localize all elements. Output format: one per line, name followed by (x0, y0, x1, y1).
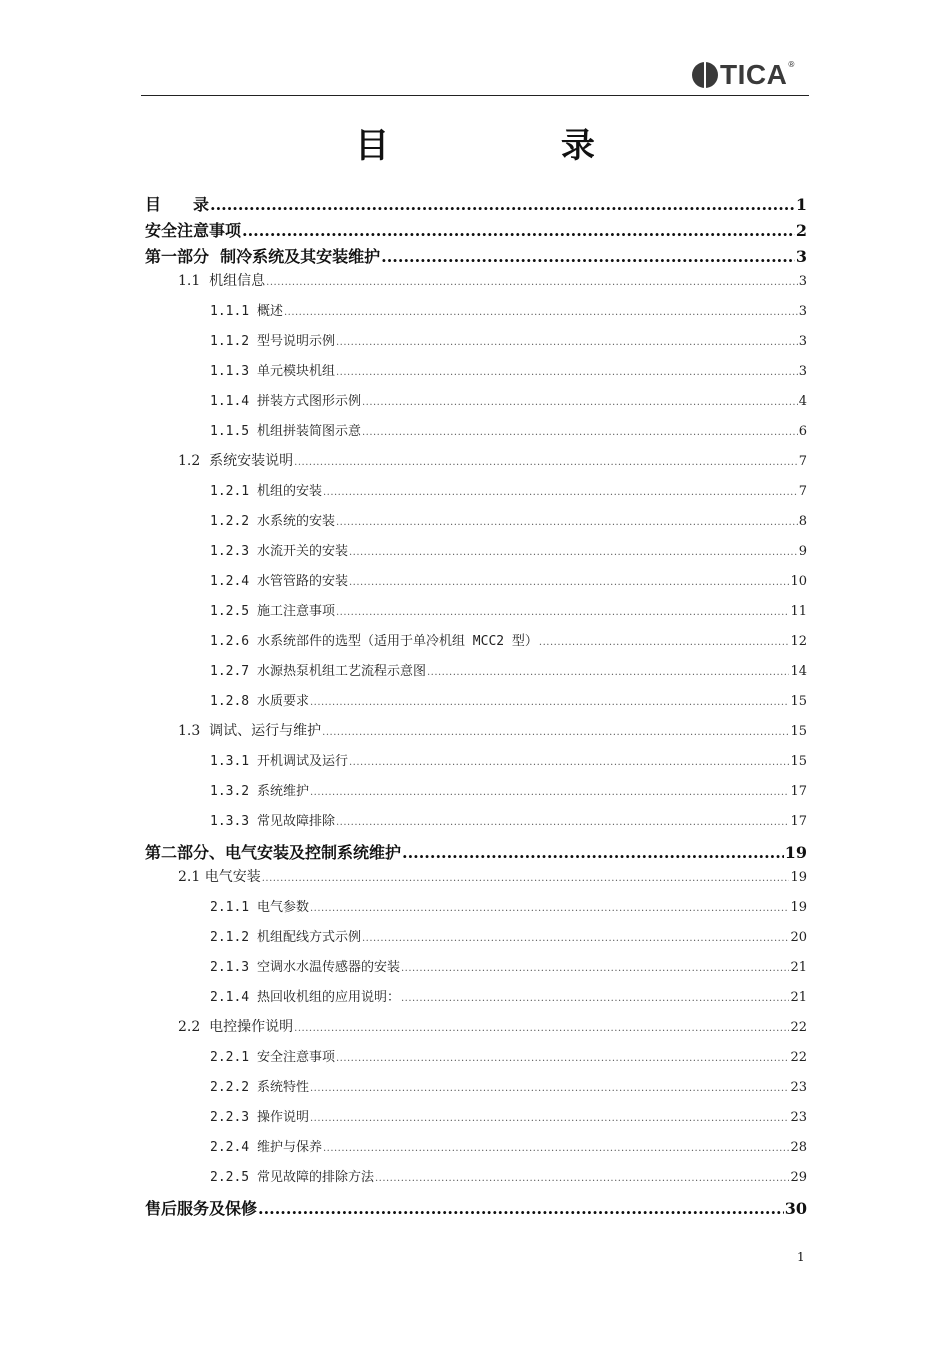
toc-entry-title: 售后服务及保修 (145, 1199, 258, 1218)
toc-entry-page: 23 (790, 1110, 807, 1125)
toc-entry-title: 1.1.2 型号说明示例 (210, 334, 335, 349)
toc-leader-dots (258, 1199, 784, 1218)
toc-entry-page: 11 (790, 604, 807, 619)
toc-entry-title: 1.3.3 常见故障排除 (210, 814, 335, 829)
toc-entry-page: 17 (790, 784, 807, 799)
toc-entry[interactable] (145, 866, 807, 896)
toc-entry[interactable] (145, 780, 807, 810)
toc-entry-page: 19 (790, 870, 807, 885)
toc-entry[interactable] (145, 1166, 807, 1196)
toc-leader-dots (310, 697, 789, 708)
toc-entry[interactable] (145, 750, 807, 780)
toc-entry-title: 1.2.8 水质要求 (210, 694, 309, 709)
toc-leader-dots (310, 1113, 789, 1124)
toc-leader-dots (310, 787, 789, 798)
toc-entry-page: 3 (798, 304, 807, 319)
toc-entry-title: 1.2.4 水管管路的安装 (210, 574, 348, 589)
toc-entry-page: 4 (798, 394, 807, 409)
toc-leader-dots (310, 1083, 789, 1094)
logo-text: TICA (720, 59, 788, 90)
toc-entry-title: 1.2.5 施工注意事项 (210, 604, 335, 619)
toc-leader-dots (349, 577, 789, 588)
toc-entry-page: 7 (798, 454, 807, 469)
toc-entry[interactable] (145, 1106, 807, 1136)
toc-entry[interactable] (145, 244, 807, 270)
toc-leader-dots (336, 337, 798, 348)
toc-entry-page: 1 (795, 195, 807, 214)
toc-leader-dots (336, 517, 798, 528)
toc-leader-dots (262, 873, 790, 884)
toc-entry-page: 29 (790, 1170, 807, 1185)
toc-entry-page: 3 (798, 274, 807, 289)
toc-entry-page: 21 (790, 990, 807, 1005)
toc-leader-dots (336, 817, 789, 828)
toc-entry[interactable] (145, 690, 807, 720)
toc-entry-title: 1.1.5 机组拼装简图示意 (210, 424, 361, 439)
page-number: 1 (797, 1250, 805, 1264)
toc-entry-title: 目 录 (145, 195, 210, 214)
toc-entry[interactable] (145, 1016, 807, 1046)
toc-entry[interactable] (145, 1076, 807, 1106)
toc-entry[interactable] (145, 630, 807, 660)
toc-entry-page: 14 (790, 664, 807, 679)
toc-entry[interactable] (145, 1046, 807, 1076)
toc-leader-dots (427, 667, 789, 678)
toc-entry[interactable] (145, 510, 807, 540)
toc-entry-page: 21 (790, 960, 807, 975)
toc-leader-dots (401, 963, 789, 974)
toc-entry-page: 19 (784, 843, 807, 862)
toc-entry[interactable] (145, 480, 807, 510)
toc-entry[interactable] (145, 926, 807, 956)
toc-leader-dots (336, 1053, 789, 1064)
toc-leader-dots (323, 1143, 789, 1154)
toc-entry-page: 23 (790, 1080, 807, 1095)
toc-entry[interactable] (145, 330, 807, 360)
toc-entry[interactable] (145, 570, 807, 600)
toc-entry-title: 1.1.3 单元模块机组 (210, 364, 335, 379)
toc-leader-dots (362, 933, 789, 944)
toc-entry[interactable] (145, 450, 807, 480)
toc-entry-page: 3 (798, 334, 807, 349)
toc-entry-title: 第一部分 制冷系统及其安装维护 (145, 247, 381, 266)
toc-entry[interactable] (145, 1196, 807, 1222)
toc-entry-title: 第二部分、电气安装及控制系统维护 (145, 843, 402, 862)
toc-entry[interactable] (145, 192, 807, 218)
toc-entry-title: 2.1.2 机组配线方式示例 (210, 930, 361, 945)
toc-entry[interactable] (145, 540, 807, 570)
toc-entry[interactable] (145, 600, 807, 630)
toc-entry-title: 2.2.4 维护与保养 (210, 1140, 322, 1155)
toc-entry-page: 3 (795, 247, 807, 266)
toc-leader-dots (362, 397, 798, 408)
toc-entry-title: 1.2.1 机组的安装 (210, 484, 322, 499)
toc-leader-dots (375, 1173, 789, 1184)
toc-entry-title: 1.3 调试、运行与维护 (178, 723, 322, 739)
toc-leader-dots (323, 487, 798, 498)
toc-entry-page: 7 (798, 484, 807, 499)
toc-leader-dots (294, 457, 798, 468)
toc-entry[interactable] (145, 956, 807, 986)
toc-entry-title: 安全注意事项 (145, 221, 242, 240)
toc-entry-title: 1.2.2 水系统的安装 (210, 514, 335, 529)
toc-entry-title: 2.2.3 操作说明 (210, 1110, 309, 1125)
toc-entry-page: 19 (790, 900, 807, 915)
toc-leader-dots (284, 307, 798, 318)
toc-entry[interactable] (145, 390, 807, 420)
toc-entry-title: 2.2.2 系统特性 (210, 1080, 309, 1095)
toc-entry-title: 1.3.2 系统维护 (210, 784, 309, 799)
toc-entry-title: 1.1 机组信息 (178, 273, 266, 289)
toc-entry[interactable] (145, 270, 807, 300)
toc-leader-dots (210, 195, 795, 214)
toc-entry-page: 10 (790, 574, 807, 589)
toc-entry-title: 1.2 系统安装说明 (178, 453, 294, 469)
toc-entry-page: 15 (790, 694, 807, 709)
toc-leader-dots (322, 727, 789, 738)
toc-entry-title: 1.2.6 水系统部件的选型（适用于单冷机组 MCC2 型） (210, 634, 538, 649)
toc-leader-dots (539, 637, 790, 648)
toc-entry-title: 2.2 电控操作说明 (178, 1019, 294, 1035)
toc-entry-title: 2.1.3 空调水水温传感器的安装 (210, 960, 400, 975)
toc-entry-title: 1.2.7 水源热泵机组工艺流程示意图 (210, 664, 426, 679)
toc-entry-page: 22 (790, 1050, 807, 1065)
toc-leader-dots (349, 757, 789, 768)
toc-entry-page: 3 (798, 364, 807, 379)
registered-mark: ® (787, 60, 796, 69)
toc-entry-title: 2.1.1 电气参数 (210, 900, 309, 915)
toc-entry-page: 20 (790, 930, 807, 945)
toc-entry-title: 2.2.1 安全注意事项 (210, 1050, 335, 1065)
toc-entry-page: 15 (790, 754, 807, 769)
toc-entry[interactable] (145, 986, 807, 1016)
logo-globe-icon (692, 62, 718, 88)
toc-entry[interactable] (145, 218, 807, 244)
toc-leader-dots (266, 277, 798, 288)
toc-entry[interactable] (145, 300, 807, 330)
toc-leader-dots (310, 903, 789, 914)
toc-entry[interactable] (145, 896, 807, 926)
tica-logo (692, 58, 795, 92)
toc-entry-page: 30 (784, 1199, 807, 1218)
toc-entry-title: 1.2.3 水流开关的安装 (210, 544, 348, 559)
toc-entry-page: 2 (795, 221, 807, 240)
toc-leader-dots (349, 547, 798, 558)
toc-entry-page: 22 (790, 1020, 807, 1035)
toc-entry[interactable] (145, 720, 807, 750)
toc-entry-title: 2.1 电气安装 (178, 869, 261, 885)
toc-leader-dots (402, 843, 784, 862)
toc-entry-page: 28 (790, 1140, 807, 1155)
toc-entry[interactable] (145, 360, 807, 390)
toc-entry-title: 1.1.1 概述 (210, 304, 283, 319)
toc-entry-page: 15 (790, 724, 807, 739)
toc-entry-title: 2.1.4 热回收机组的应用说明： (210, 990, 400, 1005)
toc-entry[interactable] (145, 810, 807, 840)
header-rule (141, 95, 809, 96)
toc-entry-page: 8 (798, 514, 807, 529)
toc-entry-page: 12 (790, 634, 807, 649)
table-of-contents (145, 192, 807, 1222)
toc-entry-page: 6 (798, 424, 807, 439)
toc-entry-title: 2.2.5 常见故障的排除方法 (210, 1170, 374, 1185)
page-title: 目 录 (355, 126, 675, 166)
toc-entry-page: 9 (798, 544, 807, 559)
toc-entry[interactable] (145, 660, 807, 690)
toc-leader-dots (294, 1023, 789, 1034)
toc-entry-title: 1.1.4 拼装方式图形示例 (210, 394, 361, 409)
toc-leader-dots (381, 247, 795, 266)
toc-leader-dots (362, 427, 798, 438)
toc-entry[interactable] (145, 1136, 807, 1166)
toc-leader-dots (336, 367, 798, 378)
toc-leader-dots (401, 993, 789, 1004)
toc-entry-page: 17 (790, 814, 807, 829)
toc-leader-dots (336, 607, 789, 618)
toc-entry[interactable] (145, 420, 807, 450)
toc-leader-dots (242, 221, 795, 240)
toc-entry[interactable] (145, 840, 807, 866)
toc-entry-title: 1.3.1 开机调试及运行 (210, 754, 348, 769)
